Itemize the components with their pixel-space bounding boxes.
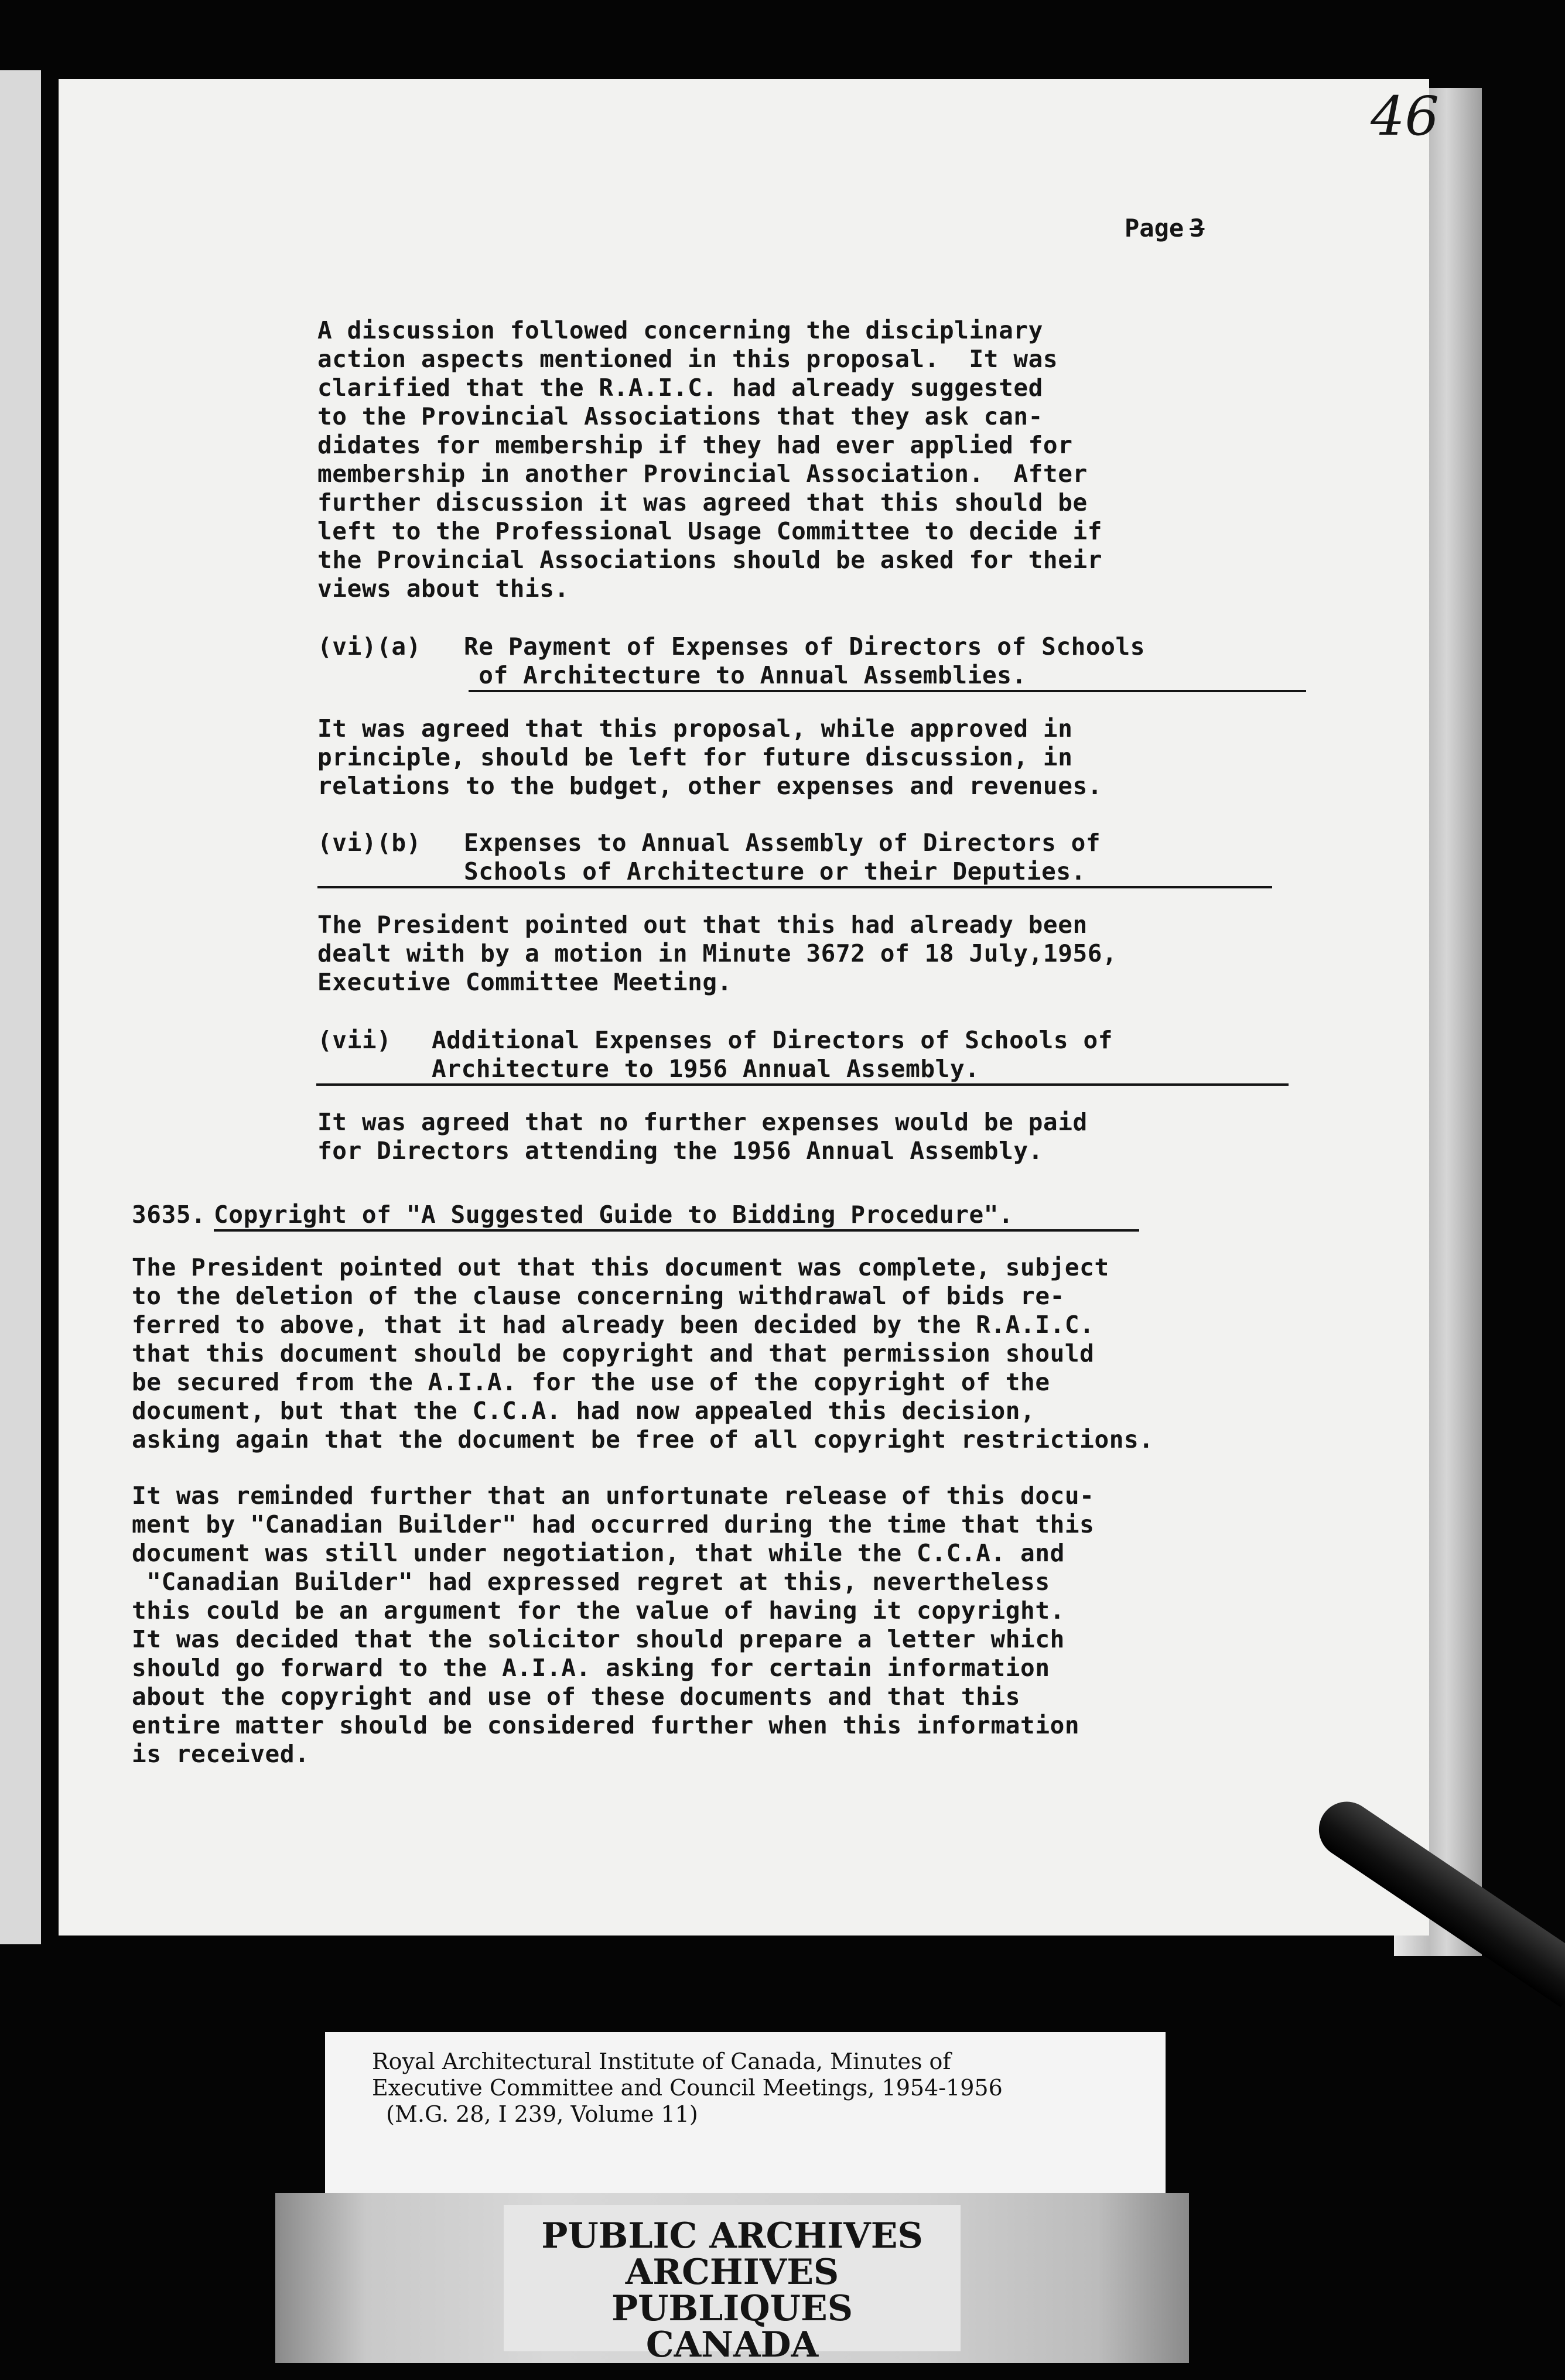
caption-line: (M.G. 28, I 239, Volume 11) [372,2101,698,2127]
item-label: (vi)(b) [317,829,421,857]
caption-line: Executive Committee and Council Meetings, 1954-1956 [372,2075,1003,2101]
heading-underline [316,1083,1289,1086]
minute-paragraph-1: The President pointed out that this document was complete, subject to the deletion of the clause concerning withdrawal of bids re- ferred to above, that it had already been decided by the R.A.I.C. that this document should be copyright and that permission should be secured from the A.I.A. for the use of the copyright of the document, but that the C.C.A. had now appealed this decision, asking again that the document be free of all copyright restrictions. [132,1253,1154,1454]
struck-page-number: 3 [1190,214,1205,242]
stamp-line: CANADA [645,2324,819,2365]
document-page [59,79,1440,1936]
page-number-label [1125,214,1204,242]
item-text-vii: It was agreed that no further expenses would be paid for Directors attending the 1956 Annual Assembly. [317,1108,1088,1165]
minute-number: 3635. [132,1201,206,1229]
intro-paragraph: A discussion followed concerning the disciplinary action aspects mentioned in this proposal. It was clarified that the R.A.I.C. had already suggested to the Provincial Associations that they ask can- didates for membership if they had ever applied for membership in another Provincial Association. After further discussion it was agreed that this should be left to the Professional Usage Committee to decide if the Provincial Associations should be asked for their views about this. [317,316,1103,603]
item-text-vi-a: It was agreed that this proposal, while approved in principle, should be left for future discussion, in relations to the budget, other expenses and revenues. [317,714,1103,800]
adjacent-page-edge [0,70,41,1944]
item-heading-text: Expenses to Annual Assembly of Directors of Schools of Architecture or their Deputies. [464,829,1101,885]
heading-underline [317,886,1272,888]
caption-line: Royal Architectural Institute of Canada, Minutes of [372,2049,951,2074]
item-label: (vii) [317,1026,392,1054]
item-label: (vi)(a) [317,632,421,661]
item-text-vi-b: The President pointed out that this had already been dealt with by a motion in Minute 3672 of 18 July,1956, Executive Committee Meeting. [317,911,1118,996]
item-heading-text: Re Payment of Expenses of Directors of Schools of Architecture to Annual Assemblies. [464,632,1146,689]
minute-title: Copyright of "A Suggested Guide to Bidding Procedure". [214,1201,1014,1229]
archives-stamp [504,2205,961,2365]
item-heading-text: Additional Expenses of Directors of Schools of Architecture to 1956 Annual Assembly. [432,1026,1113,1083]
minute-title-underline [214,1229,1139,1232]
heading-underline [469,690,1306,692]
minute-paragraph-2: It was reminded further that an unfortunate release of this docu- ment by "Canadian Builder" had occurred during the time that this document was still under negotiation, that while the C.C.A. and "Canadian Builder" had expressed regret at this, nevertheless this could be an argument for the value of having it copyright. It was decided that the solicitor should prepare a letter which should go forward to the A.I.A. asking for certain information about the copyright and use of these documents and that this entire matter should be considered further when this information is received. [132,1482,1095,1768]
archives-stamp-strip [275,2193,1189,2363]
page-word: Page [1125,214,1184,242]
archive-caption-label [325,2032,1166,2202]
handwritten-folio-number: 46 [1371,85,1440,148]
stamp-line: ARCHIVES PUBLIQUES [611,2252,853,2329]
stamp-line: PUBLIC ARCHIVES [541,2215,923,2256]
